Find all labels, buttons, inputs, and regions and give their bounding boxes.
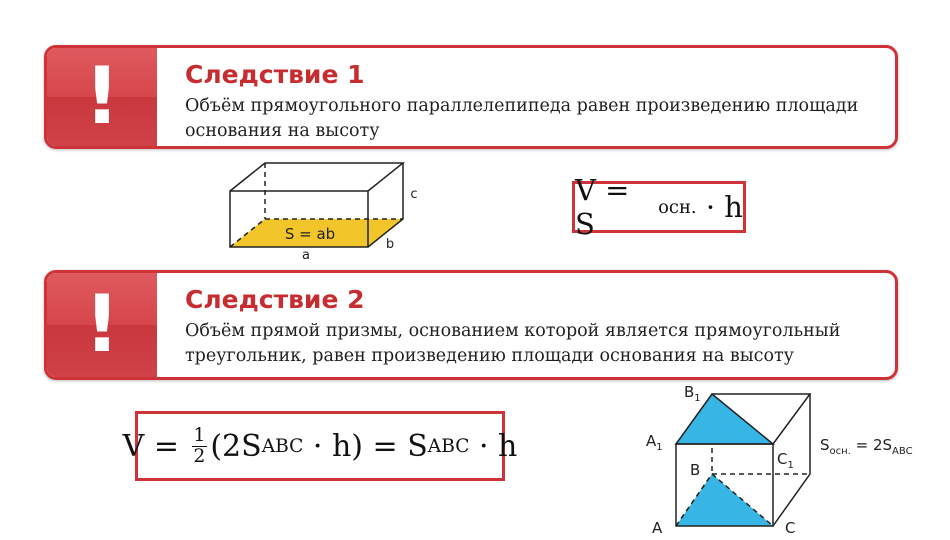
edge-b-label: b	[385, 237, 395, 252]
volume-formula-1	[572, 173, 746, 241]
formula-2-open: (2S	[210, 428, 262, 464]
formula-1-lhs: V = S	[575, 173, 630, 241]
vertex-c1-label: $C_1$	[777, 450, 794, 471]
vertex-c-label: C	[785, 519, 796, 537]
base-area-label: S = ab	[284, 225, 336, 243]
edge-a-label: a	[302, 248, 310, 263]
fraction-denominator: 2	[193, 445, 206, 467]
fraction-one-half	[192, 426, 208, 466]
formula-1-rhs: · h	[696, 190, 743, 224]
vertex-a1-label: $A_1$	[646, 432, 663, 453]
exclamation-icon: !	[84, 280, 120, 370]
corollary-1-text: Объём прямоугольного параллелепипеда равен произведению площади основания на высоту	[185, 96, 859, 141]
vertex-a-label: A	[652, 519, 663, 537]
corollary-1-title: Следствие 1	[185, 60, 365, 89]
base-area-note: $S_{осн.} = 2S_{ABC}$	[820, 436, 913, 457]
formula-2-sub-abc: ABC	[261, 435, 304, 457]
formula-2-sub-abc-2: ABC	[427, 435, 470, 457]
corollary-1-callout	[44, 45, 898, 149]
corollary-2-title: Следствие 2	[185, 285, 365, 314]
fraction-numerator: 1	[193, 424, 206, 446]
vertex-b-label: B	[690, 461, 701, 479]
parallelepiped-figure	[220, 155, 430, 265]
corollary-2-text: Объём прямой призмы, основанием которой является прямоугольный треугольник, равен произведению площади основания на высоту	[185, 321, 841, 366]
top-triangle	[676, 394, 773, 444]
corollary-2-callout	[44, 270, 898, 380]
exclamation-icon: !	[84, 52, 120, 142]
volume-formula-2	[122, 411, 518, 481]
formula-1-subscript: осн.	[658, 196, 697, 218]
formula-2-mid: · h) = S	[303, 428, 428, 464]
vertex-b1-label: $B_1$	[684, 383, 701, 404]
triangular-prism-figure	[640, 378, 940, 538]
formula-2-v: V =	[122, 428, 189, 464]
formula-2-end: · h	[469, 428, 518, 464]
edge-c-label: c	[410, 187, 418, 202]
bottom-triangle	[676, 474, 773, 526]
